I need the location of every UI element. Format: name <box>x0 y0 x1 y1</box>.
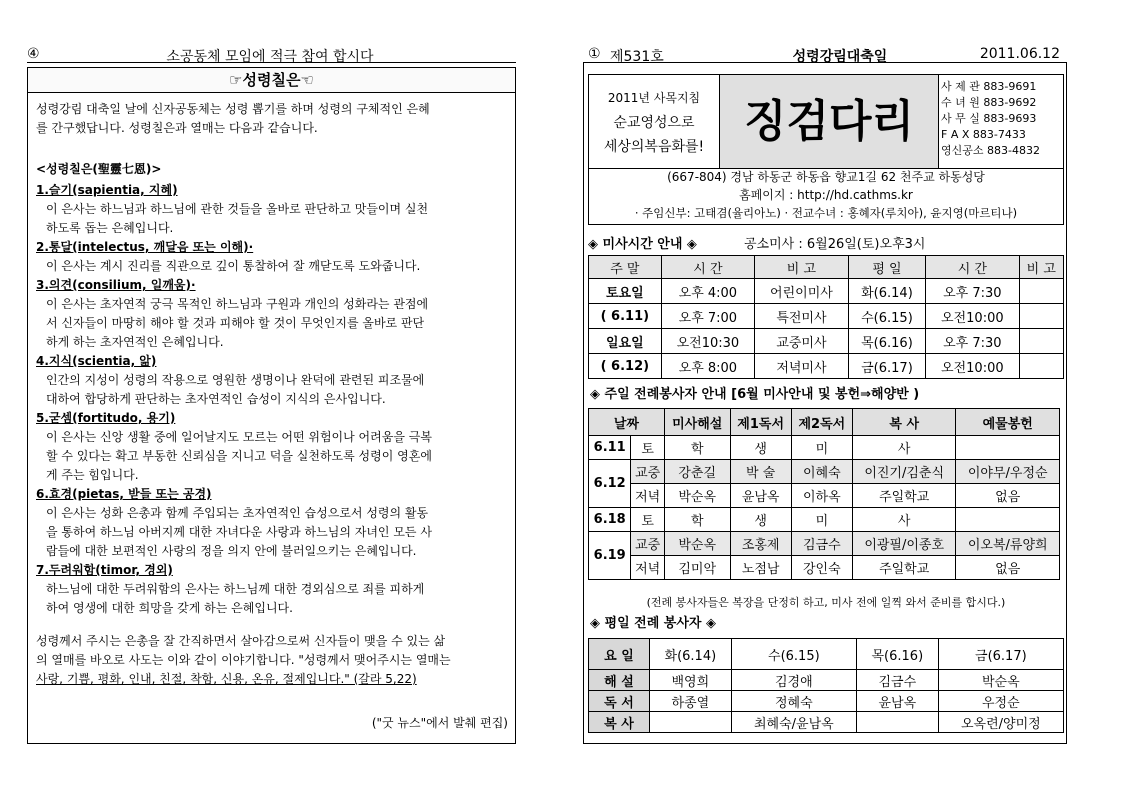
table-cell: 독 서 <box>589 691 650 712</box>
gift-line: 하느님에 대한 두려워함의 은사는 하느님께 대한 경외심으로 죄를 피하게 <box>46 582 425 596</box>
table-cell: 목(6.16) <box>856 639 938 670</box>
gift-title: 6.효경(pietas, 받들 또는 공경) <box>36 487 212 501</box>
weekday-section-title: ◈ 평일 전례 봉사자 ◈ <box>590 616 717 631</box>
table-cell: 교중 <box>631 532 664 556</box>
table-cell: 토 <box>631 508 664 532</box>
table-cell: 복 사 <box>589 712 650 733</box>
intro-line: 성령강림 대축일 날에 신자공동체는 성령 뽑기를 하며 성령의 구체적인 은혜 <box>36 102 430 116</box>
table-cell: 6.12 <box>589 460 631 508</box>
table-cell: 미 <box>791 436 852 460</box>
table-cell: 생 <box>730 508 791 532</box>
gift-line: 게 주는 힘입니다. <box>46 468 139 482</box>
table-cell: 박 술 <box>730 460 791 484</box>
sunday-section-title: ◈ 주일 전례봉사자 안내 [6월 미사안내 및 봉헌⇒해양반 ) <box>590 387 920 402</box>
table-cell: 김금수 <box>856 670 938 691</box>
table-cell: 주일학교 <box>852 556 956 580</box>
table-cell: 저녁 <box>631 556 664 580</box>
table-row <box>589 712 1064 733</box>
header-cell: 제1독서 <box>730 409 791 436</box>
gift-line: 서 신자들이 마땅히 해야 할 것과 피해야 할 것이 무엇인지를 올바로 판단 <box>46 316 425 330</box>
source-note: ("굿 뉴스"에서 발췌 편집) <box>371 716 508 730</box>
table-cell: 이하옥 <box>791 484 852 508</box>
table-cell: 6.11 <box>589 436 631 460</box>
table-cell: 오후 7:30 <box>926 329 1019 354</box>
table-cell <box>856 712 938 733</box>
table-cell: 정혜숙 <box>731 691 856 712</box>
table-cell: 우정순 <box>938 691 1063 712</box>
table-cell: 강인숙 <box>791 556 852 580</box>
table-cell: 없음 <box>956 484 1060 508</box>
table-cell <box>1019 354 1063 379</box>
gift-line: 하여 영생에 대한 희망을 갖게 하는 은혜입니다. <box>46 601 293 615</box>
table-cell: 토 <box>631 436 664 460</box>
gift-line: 을 통하여 하느님 아버지께 대한 자녀다운 사랑과 하느님의 자녀인 모든 사 <box>46 525 432 539</box>
table-row <box>589 460 1060 484</box>
gift-line: 하도록 돕는 은혜입니다. <box>46 221 174 235</box>
gift-line: 이 은사는 성화 은총과 함께 주입되는 초자연적인 습성으로서 성령의 활동 <box>46 506 429 520</box>
table-cell: 없음 <box>956 556 1060 580</box>
table-cell: 저녁미사 <box>755 354 849 379</box>
gift-line: 이 은사는 신앙 생활 중에 일어날지도 모르는 어떤 위험이나 어려움을 극복 <box>46 430 432 444</box>
table-cell: 특전미사 <box>755 304 849 329</box>
table-row <box>589 329 1064 354</box>
table-cell: 금(6.17) <box>938 639 1063 670</box>
table-cell <box>1019 329 1063 354</box>
table-header-row <box>589 256 1064 279</box>
weekday-servers-table <box>588 638 1064 733</box>
table-row <box>589 691 1064 712</box>
header-cell: 비 고 <box>1019 256 1063 279</box>
header-cell: 비 고 <box>755 256 849 279</box>
pastoral-motto <box>589 75 720 168</box>
table-cell <box>956 436 1060 460</box>
table-cell: 박순옥 <box>664 532 730 556</box>
header-cell: 평 일 <box>848 256 925 279</box>
gift-line: 대하여 합당하게 판단하는 초자연적인 습성이 지식의 은사입니다. <box>46 392 386 406</box>
table-cell: 어린이미사 <box>755 279 849 304</box>
contact-line: 사 무 실 883-9693 <box>941 112 1037 125</box>
table-cell: ( 6.11) <box>589 304 662 329</box>
table-cell: 수(6.15) <box>848 304 925 329</box>
gift-line: 이 은사는 계시 진리를 직관으로 깊이 통찰하여 잘 깨닫도록 도와줍니다. <box>46 259 421 273</box>
motto-line: 세상의복음화를! <box>603 139 705 155</box>
homepage: 홈페이지 : http://hd.cathms.kr <box>739 188 913 202</box>
table-cell <box>650 712 732 733</box>
table-cell: 토요일 <box>589 279 662 304</box>
table-cell: 오후 4:00 <box>661 279 754 304</box>
table-cell: 교중미사 <box>755 329 849 354</box>
contact-line: 영신공소 883-4832 <box>941 144 1040 157</box>
table-cell: 오후 8:00 <box>661 354 754 379</box>
table-cell: 김금수 <box>791 532 852 556</box>
table-cell: 요 일 <box>589 639 650 670</box>
table-cell: 오전10:00 <box>926 354 1019 379</box>
table-cell: 이진기/김춘식 <box>852 460 956 484</box>
table-cell: 김경애 <box>731 670 856 691</box>
gift-line: 할 수 있다는 확고 부동한 신뢰심을 지니고 덕을 실천하도록 성령이 영혼에 <box>46 449 432 463</box>
article-title: ☞성령칠은☜ <box>28 68 515 93</box>
motto-line: 2011년 사목지침 <box>607 91 701 105</box>
header-cell: 복 사 <box>852 409 956 436</box>
contact-line: 수 녀 원 883-9692 <box>941 96 1037 109</box>
gift-line: 이 은사는 초자연적 궁극 목적인 하느님과 구원과 개인의 성화라는 관점에 <box>46 297 429 311</box>
intro-line: 를 간구했답니다. 성령칠은과 열매는 다음과 같습니다. <box>36 121 318 135</box>
left-page-number: ④ <box>27 46 40 62</box>
gift-line: 하게 하는 초자연적인 은혜입니다. <box>46 335 224 349</box>
table-cell: 6.19 <box>589 532 631 580</box>
fruits-line: 성령께서 주시는 은총을 잘 간직하면서 살아감으로써 신자들이 맺을 수 있는 삶 <box>36 634 446 648</box>
table-cell: 이광필/이종호 <box>852 532 956 556</box>
table-cell: 오후 7:00 <box>661 304 754 329</box>
contact-line: 사 제 관 883-9691 <box>941 80 1037 93</box>
table-cell: ( 6.12) <box>589 354 662 379</box>
table-row <box>589 354 1064 379</box>
right-page-number: ① <box>588 46 601 62</box>
gift-title: 2.통달(intelectus, 깨달음 또는 이해)· <box>36 240 254 254</box>
table-row <box>589 508 1060 532</box>
feast-title: 성령강림대축일 <box>792 49 888 65</box>
table-cell: 생 <box>730 436 791 460</box>
mass-note: 공소미사 : 6월26일(토)오후3시 <box>744 237 926 252</box>
table-cell: 미 <box>791 508 852 532</box>
gift-title: 4.지식(scientia, 앎) <box>36 354 157 368</box>
table-row <box>589 279 1064 304</box>
mass-section-title: ◈ 미사시간 안내 ◈ <box>588 237 697 252</box>
left-page-header: 소공동체 모임에 적극 참여 합시다 <box>166 49 374 65</box>
table-cell: 사 <box>852 508 956 532</box>
table-cell: 해 설 <box>589 670 650 691</box>
table-row <box>589 304 1064 329</box>
table-row <box>589 670 1064 691</box>
table-cell: 하종열 <box>650 691 732 712</box>
list-heading: <성령칠은(聖靈七恩)> <box>36 162 162 176</box>
table-cell: 주일학교 <box>852 484 956 508</box>
contact-list <box>941 79 1063 159</box>
newsletter-logo: 징검다리 <box>720 75 939 168</box>
address-box <box>588 168 1064 225</box>
table-row <box>589 639 1064 670</box>
table-cell <box>1019 279 1063 304</box>
table-cell: 수(6.15) <box>731 639 856 670</box>
table-cell: 교중 <box>631 460 664 484</box>
masthead <box>588 74 1064 169</box>
table-cell: 오전10:00 <box>926 304 1019 329</box>
table-cell: 백영희 <box>650 670 732 691</box>
header-cell: 예물봉헌 <box>956 409 1060 436</box>
table-cell: 학 <box>664 436 730 460</box>
table-row <box>589 484 1060 508</box>
table-cell: 오전10:30 <box>661 329 754 354</box>
table-cell: 윤남옥 <box>856 691 938 712</box>
gift-line: 람들에 대한 보편적인 사랑의 정을 의지 안에 불러일으키는 은혜입니다. <box>46 544 417 558</box>
mass-schedule-table <box>588 255 1064 379</box>
header-cell: 미사해설 <box>664 409 730 436</box>
table-cell: 박순옥 <box>664 484 730 508</box>
header-cell: 시 간 <box>926 256 1019 279</box>
address: (667-804) 경남 하동군 하동읍 향교1길 62 천주교 하동성당 <box>667 170 985 184</box>
table-cell: 화(6.14) <box>848 279 925 304</box>
table-cell: 학 <box>664 508 730 532</box>
issue-date: 2011.06.12 <box>979 46 1060 62</box>
motto-line: 순교영성으로 <box>613 115 695 131</box>
table-cell <box>1019 304 1063 329</box>
table-cell: 오후 7:30 <box>926 279 1019 304</box>
table-cell: 강춘길 <box>664 460 730 484</box>
table-cell: 사 <box>852 436 956 460</box>
table-cell: 박순옥 <box>938 670 1063 691</box>
table-cell: 윤남옥 <box>730 484 791 508</box>
table-cell: 이혜숙 <box>791 460 852 484</box>
fruits-line: 사랑, 기쁨, 평화, 인내, 친절, 착함, 신용, 온유, 절제입니다." (갈라 5,22) <box>36 672 417 686</box>
table-cell: 이오복/류양희 <box>956 532 1060 556</box>
gift-title: 7.두려워함(timor, 경외) <box>36 563 173 577</box>
table-cell: 오옥련/양미정 <box>938 712 1063 733</box>
header-cell: 날짜 <box>589 409 665 436</box>
table-row <box>589 436 1060 460</box>
table-cell: 최혜숙/윤남옥 <box>731 712 856 733</box>
sunday-servers-table <box>588 408 1060 580</box>
left-header-rule <box>27 62 516 63</box>
table-cell: 일요일 <box>589 329 662 354</box>
header-cell: 제2독서 <box>791 409 852 436</box>
table-cell: 금(6.17) <box>848 354 925 379</box>
table-cell <box>956 508 1060 532</box>
header-cell: 주 말 <box>589 256 662 279</box>
table-header-row <box>589 409 1060 436</box>
gift-title: 1.슬기(sapientia, 지혜) <box>36 183 178 197</box>
left-article-box <box>27 67 516 744</box>
table-row <box>589 556 1060 580</box>
gift-line: 이 은사는 하느님과 하느님에 관한 것들을 올바로 판단하고 맛들이며 실천 <box>46 202 429 216</box>
sunday-note: (전례 봉사자들은 복장을 단정히 하고, 미사 전에 일찍 와서 준비를 합시다.) <box>646 596 1006 609</box>
gift-title: 3.의견(consilium, 일깨움)· <box>36 278 196 292</box>
table-cell: 6.18 <box>589 508 631 532</box>
fruits-line: 의 열매를 바오로 사도는 이와 같이 이야기합니다. "성령께서 맺어주시는 열매는 <box>36 653 451 667</box>
contact-line: F A X 883-7433 <box>941 128 1026 141</box>
table-cell: 김미악 <box>664 556 730 580</box>
table-cell: 이야무/우정순 <box>956 460 1060 484</box>
gift-title: 5.굳셈(fortitudo, 용기) <box>36 411 176 425</box>
issue-number: 제531호 <box>610 49 664 65</box>
table-cell: 목(6.16) <box>848 329 925 354</box>
table-row <box>589 532 1060 556</box>
gift-line: 인간의 지성이 성령의 작용으로 영원한 생명이나 완덕에 관련된 피조물에 <box>46 373 425 387</box>
header-cell: 시 간 <box>661 256 754 279</box>
staff-line: · 주임신부: 고태겸(율리아노) · 전교수녀 : 홍혜자(루치아), 윤지영(마르티나) <box>634 206 1018 220</box>
table-cell: 저녁 <box>631 484 664 508</box>
table-cell: 노점남 <box>730 556 791 580</box>
table-cell: 조홍제 <box>730 532 791 556</box>
table-cell: 화(6.14) <box>650 639 732 670</box>
